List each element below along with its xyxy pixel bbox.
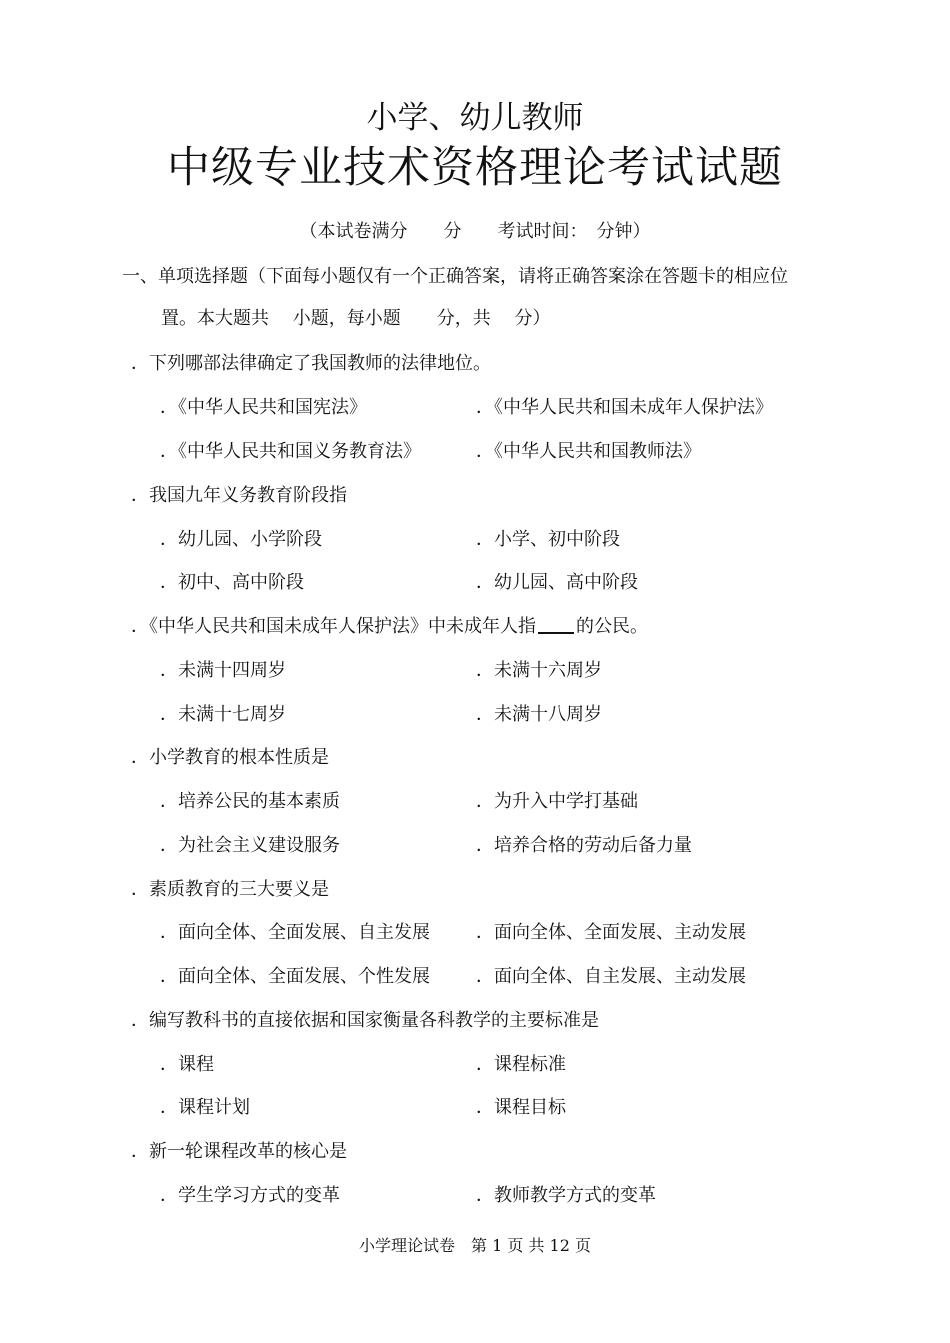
option-c: ．《中华人民共和国义务教育法》 bbox=[160, 441, 421, 462]
option-d: ．幼儿园、高中阶段 bbox=[476, 572, 638, 593]
option-d: ．面向全体、自主发展、主动发展 bbox=[476, 966, 746, 987]
option-a: ．幼儿园、小学阶段 bbox=[160, 529, 322, 550]
question-stem-text: ．《中华人民共和国未成年人保护法》中未成年人指 bbox=[131, 616, 536, 637]
option-a: ．学生学习方式的变革 bbox=[160, 1185, 340, 1206]
question-stem: ．素质教育的三大要义是 bbox=[131, 879, 329, 900]
exam-subtitle: 小学、幼儿教师 bbox=[366, 100, 584, 136]
exam-title: 中级专业技术资格理论考试试题 bbox=[167, 143, 783, 193]
option-a: ．课程 bbox=[160, 1054, 214, 1075]
option-a: ．《中华人民共和国宪法》 bbox=[160, 397, 367, 418]
page-footer: 小学理论试卷 第 1 页 共 12 页 bbox=[359, 1236, 591, 1255]
option-a: ．未满十四周岁 bbox=[160, 660, 286, 681]
exam-info: （本试卷满分 分 考试时间： 分钟） bbox=[299, 221, 651, 242]
option-b: ．为升入中学打基础 bbox=[476, 791, 638, 812]
option-d: ．未满十八周岁 bbox=[476, 704, 602, 725]
section-heading-cont: 置。本大题共 小题，每小题 分，共 分） bbox=[161, 308, 551, 329]
option-a: ．培养公民的基本素质 bbox=[160, 791, 340, 812]
option-d: ．《中华人民共和国教师法》 bbox=[476, 441, 701, 462]
answer-blank bbox=[538, 632, 574, 634]
option-c: ．未满十七周岁 bbox=[160, 704, 286, 725]
option-b: ．课程标准 bbox=[476, 1054, 566, 1075]
question-stem bbox=[131, 612, 648, 638]
option-c: ．面向全体、全面发展、个性发展 bbox=[160, 966, 430, 987]
option-c: ．初中、高中阶段 bbox=[160, 572, 304, 593]
option-b: ．小学、初中阶段 bbox=[476, 529, 620, 550]
question-stem: ．新一轮课程改革的核心是 bbox=[131, 1141, 347, 1162]
option-c: ．课程计划 bbox=[160, 1097, 250, 1118]
option-d: ．培养合格的劳动后备力量 bbox=[476, 835, 692, 856]
question-stem: ．下列哪部法律确定了我国教师的法律地位。 bbox=[131, 353, 491, 374]
option-b: ．《中华人民共和国未成年人保护法》 bbox=[476, 397, 773, 418]
option-b: ．教师教学方式的变革 bbox=[476, 1185, 656, 1206]
question-stem: ．我国九年义务教育阶段指 bbox=[131, 485, 347, 506]
option-a: ．面向全体、全面发展、自主发展 bbox=[160, 922, 430, 943]
option-d: ．课程目标 bbox=[476, 1097, 566, 1118]
option-b: ．未满十六周岁 bbox=[476, 660, 602, 681]
question-stem-text: 的公民。 bbox=[576, 616, 648, 637]
question-stem: ．小学教育的根本性质是 bbox=[131, 747, 329, 768]
option-b: ．面向全体、全面发展、主动发展 bbox=[476, 922, 746, 943]
section-heading: 一、单项选择题（下面每小题仅有一个正确答案，请将正确答案涂在答题卡的相应位 bbox=[122, 266, 788, 287]
option-c: ．为社会主义建设服务 bbox=[160, 835, 340, 856]
question-stem: ．编写教科书的直接依据和国家衡量各科教学的主要标准是 bbox=[131, 1010, 599, 1031]
